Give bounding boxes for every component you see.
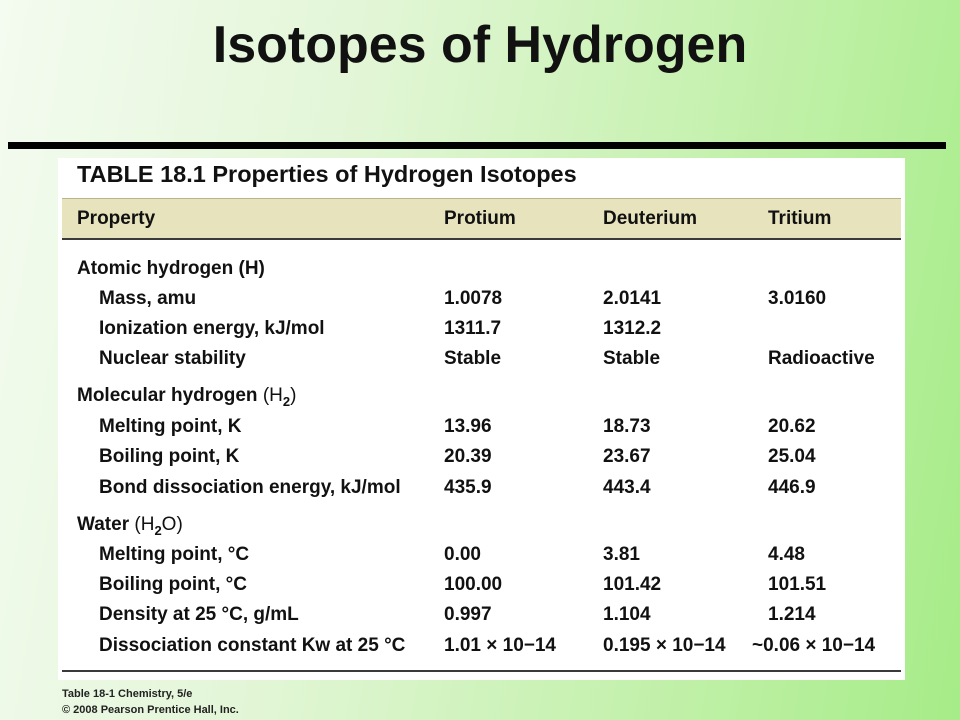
cell-protium: 1.01 × 10−14	[444, 635, 556, 656]
table-title: TABLE 18.1 Properties of Hydrogen Isotopes	[77, 161, 577, 187]
table-header	[62, 198, 901, 240]
section-molecular-hydrogen	[58, 385, 905, 415]
section-atomic-hydrogen	[58, 258, 905, 288]
cell-deuterium: 1.104	[603, 604, 651, 625]
table-row	[58, 416, 905, 446]
cell-tritium: ~0.06 × 10−14	[752, 635, 876, 656]
section-label: Water $(H_2O)$	[77, 514, 183, 538]
cell-protium: 13.96	[444, 416, 492, 437]
cell-property: Bond dissociation energy, kJ/mol	[99, 477, 401, 498]
cell-protium: 1311.7	[444, 318, 502, 339]
cell-property: Dissociation constant Kw at 25 °C	[99, 635, 406, 656]
section-label: Molecular hydrogen $(H_2)$	[77, 385, 297, 409]
table-row	[58, 544, 905, 574]
cell-tritium: 3.0160	[768, 288, 827, 309]
slide-title: Isotopes of Hydrogen	[212, 16, 748, 74]
cell-property: Melting point, K	[99, 416, 242, 437]
cell-property: Boiling point, K	[99, 446, 240, 467]
cell-deuterium: 18.73	[603, 416, 651, 437]
cell-deuterium: 443.4	[603, 477, 651, 498]
cell-protium: 0.00	[444, 544, 481, 565]
table-row	[58, 477, 905, 507]
cell-deuterium: 23.67	[603, 446, 651, 467]
section-formula: $(H_2)$	[262, 385, 297, 409]
table-row	[58, 604, 905, 634]
cell-property: Density at 25 °C, g/mL	[99, 604, 299, 625]
section-label: Atomic hydrogen (H)	[77, 258, 265, 279]
cell-property: Boiling point, °C	[99, 574, 247, 595]
cell-tritium: 4.48	[768, 544, 805, 565]
cell-tritium: 25.04	[768, 446, 816, 467]
cell-property: Nuclear stability	[99, 348, 246, 369]
title-divider	[8, 142, 946, 149]
cell-protium: 20.39	[444, 446, 492, 467]
cell-property: Mass, amu	[99, 288, 197, 309]
header-deuterium: Deuterium	[603, 208, 697, 229]
table-row	[58, 635, 905, 665]
cell-tritium: 446.9	[768, 477, 816, 498]
cell-deuterium: 101.42	[603, 574, 662, 595]
cell-protium: 1.0078	[444, 288, 503, 309]
cell-deuterium: 2.0141	[603, 288, 662, 309]
table-panel	[58, 158, 905, 680]
credit-line-2: © 2008 Pearson Prentice Hall, Inc.	[62, 704, 239, 716]
cell-tritium: 1.214	[768, 604, 816, 625]
table-row	[58, 348, 905, 378]
table-row	[58, 574, 905, 604]
cell-property: Ionization energy, kJ/mol	[99, 318, 325, 339]
table-row	[58, 318, 905, 348]
header-protium: Protium	[444, 208, 516, 229]
cell-protium: Stable	[444, 348, 502, 369]
table-row	[58, 288, 905, 318]
cell-protium: 435.9	[444, 477, 492, 498]
cell-tritium: 101.51	[768, 574, 827, 595]
table-bottom-rule	[62, 670, 901, 672]
header-property: Property	[77, 208, 156, 229]
section-water	[58, 514, 905, 544]
cell-deuterium: 3.81	[603, 544, 640, 565]
table-row	[58, 446, 905, 476]
cell-tritium: Radioactive	[768, 348, 875, 369]
cell-tritium: 20.62	[768, 416, 816, 437]
cell-protium: 0.997	[444, 604, 492, 625]
header-tritium: Tritium	[768, 208, 832, 229]
credit-line-1: Table 18-1 Chemistry, 5/e	[62, 688, 193, 700]
cell-deuterium: 1312.2	[603, 318, 662, 339]
cell-protium: 100.00	[444, 574, 503, 595]
cell-deuterium: Stable	[603, 348, 661, 369]
cell-property: Melting point, °C	[99, 544, 250, 565]
cell-deuterium: 0.195 × 10−14	[603, 635, 726, 656]
section-formula: $(H_2O)$	[134, 514, 183, 538]
